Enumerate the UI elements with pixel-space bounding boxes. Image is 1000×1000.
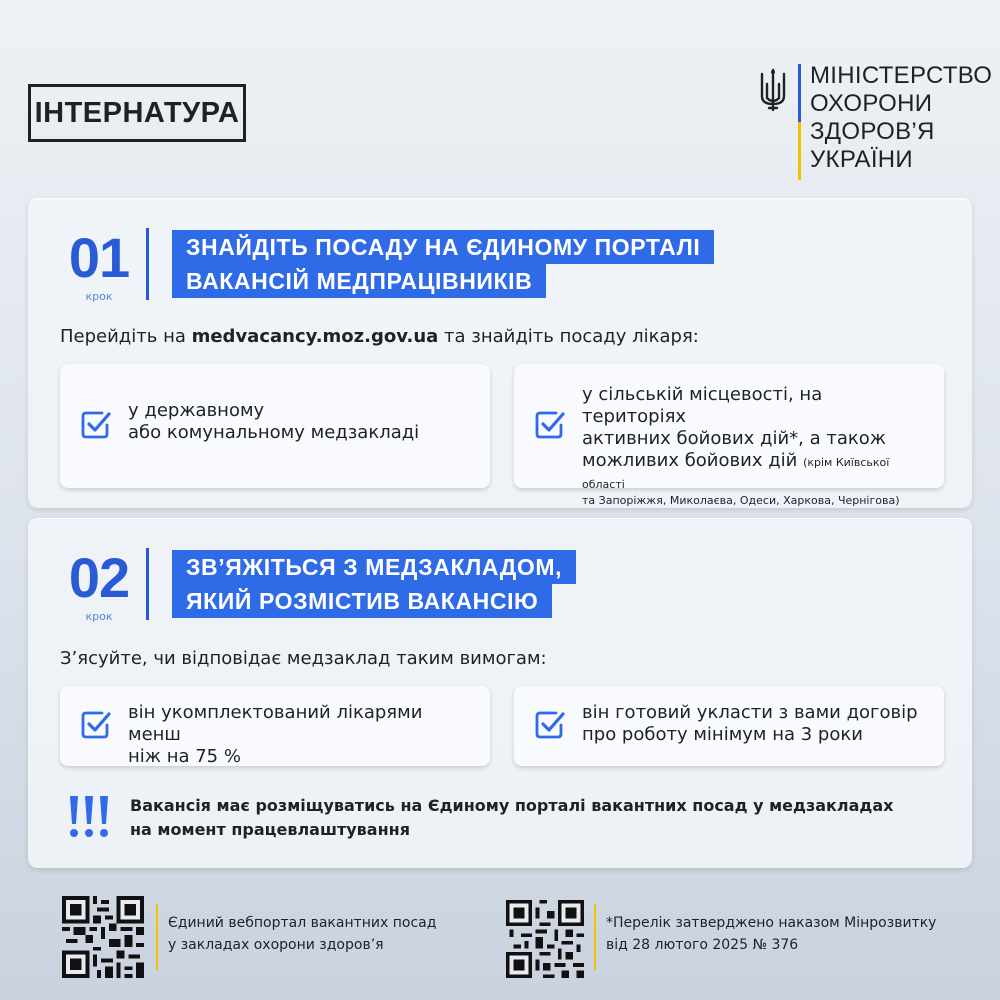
ukraine-flag-line bbox=[798, 64, 801, 180]
step-2-intro: З’ясуйте, чи відповідає медзаклад таким вимогам: bbox=[60, 648, 547, 669]
checkbox-checked-icon bbox=[78, 708, 112, 742]
ministry-name: МІНІСТЕРСТВО ОХОРОНИ ЗДОРОВ’Я УКРАЇНИ bbox=[810, 62, 993, 173]
ministry-logo bbox=[758, 62, 993, 182]
step-2-option-contract: він готовий укласти з вами договір про роботу мінімум на 3 роки bbox=[514, 686, 944, 766]
step-1-number: 01 bbox=[68, 226, 130, 289]
qr-code-portal[interactable] bbox=[62, 896, 144, 978]
vacancy-warning: Вакансія має розміщуватись на Єдиному порталі вакантних посад у медзакладах на момент працевлаштування bbox=[130, 796, 894, 839]
step-1-divider bbox=[146, 228, 149, 300]
step-1-option-state: у державному або комунальному медзакладі bbox=[60, 364, 490, 488]
step-1-intro: Перейдіть на medvacancy.moz.gov.ua та знайдіть посаду лікаря: bbox=[60, 326, 699, 347]
step-2-headline: ЗВ’ЯЖІТЬСЯ З МЕДЗАКЛАДОМ, ЯКИЙ РОЗМІСТИВ ВАКАНСІЮ bbox=[172, 550, 576, 618]
step-2-card bbox=[28, 518, 972, 868]
trident-icon bbox=[758, 68, 788, 112]
step-1-headline: ЗНАЙДІТЬ ПОСАДУ НА ЄДИНОМУ ПОРТАЛІ ВАКАНСІЙ МЕДПРАЦІВНИКІВ bbox=[172, 230, 714, 298]
footer-portal-text: Єдиний вебпортал вакантних посад у закладах охорони здоров’я bbox=[168, 915, 437, 953]
checkbox-checked-icon bbox=[532, 408, 566, 442]
exclamation-icon bbox=[66, 794, 112, 840]
step-2-label: крок bbox=[85, 610, 113, 623]
step-1-option-rural: у сільській місцевості, на територіях активних бойових дій*, а також можливих бойових дій (крім Київської області та Запоріжжя, Миколаєва, Одеси, Харкова, Чернігова) bbox=[514, 364, 944, 488]
step-2-divider bbox=[146, 548, 149, 620]
checkbox-checked-icon bbox=[78, 408, 112, 442]
footer-order-text: *Перелік затверджено наказом Мінрозвитку від 28 лютого 2025 № 376 bbox=[606, 915, 937, 953]
footer-divider bbox=[156, 904, 158, 970]
qr-code-order[interactable] bbox=[506, 900, 584, 978]
portal-link[interactable]: medvacancy.moz.gov.ua bbox=[191, 326, 439, 347]
footer-divider bbox=[594, 904, 596, 970]
step-2-number: 02 bbox=[68, 546, 130, 609]
step-1-label: крок bbox=[85, 290, 113, 303]
page-title: ІНТЕРНАТУРА bbox=[34, 96, 240, 129]
page-title-box bbox=[28, 84, 246, 142]
step-1-card bbox=[28, 198, 972, 508]
checkbox-checked-icon bbox=[532, 708, 566, 742]
step-2-option-staffing: він укомплектований лікарями менш ніж на 75 % bbox=[60, 686, 490, 766]
